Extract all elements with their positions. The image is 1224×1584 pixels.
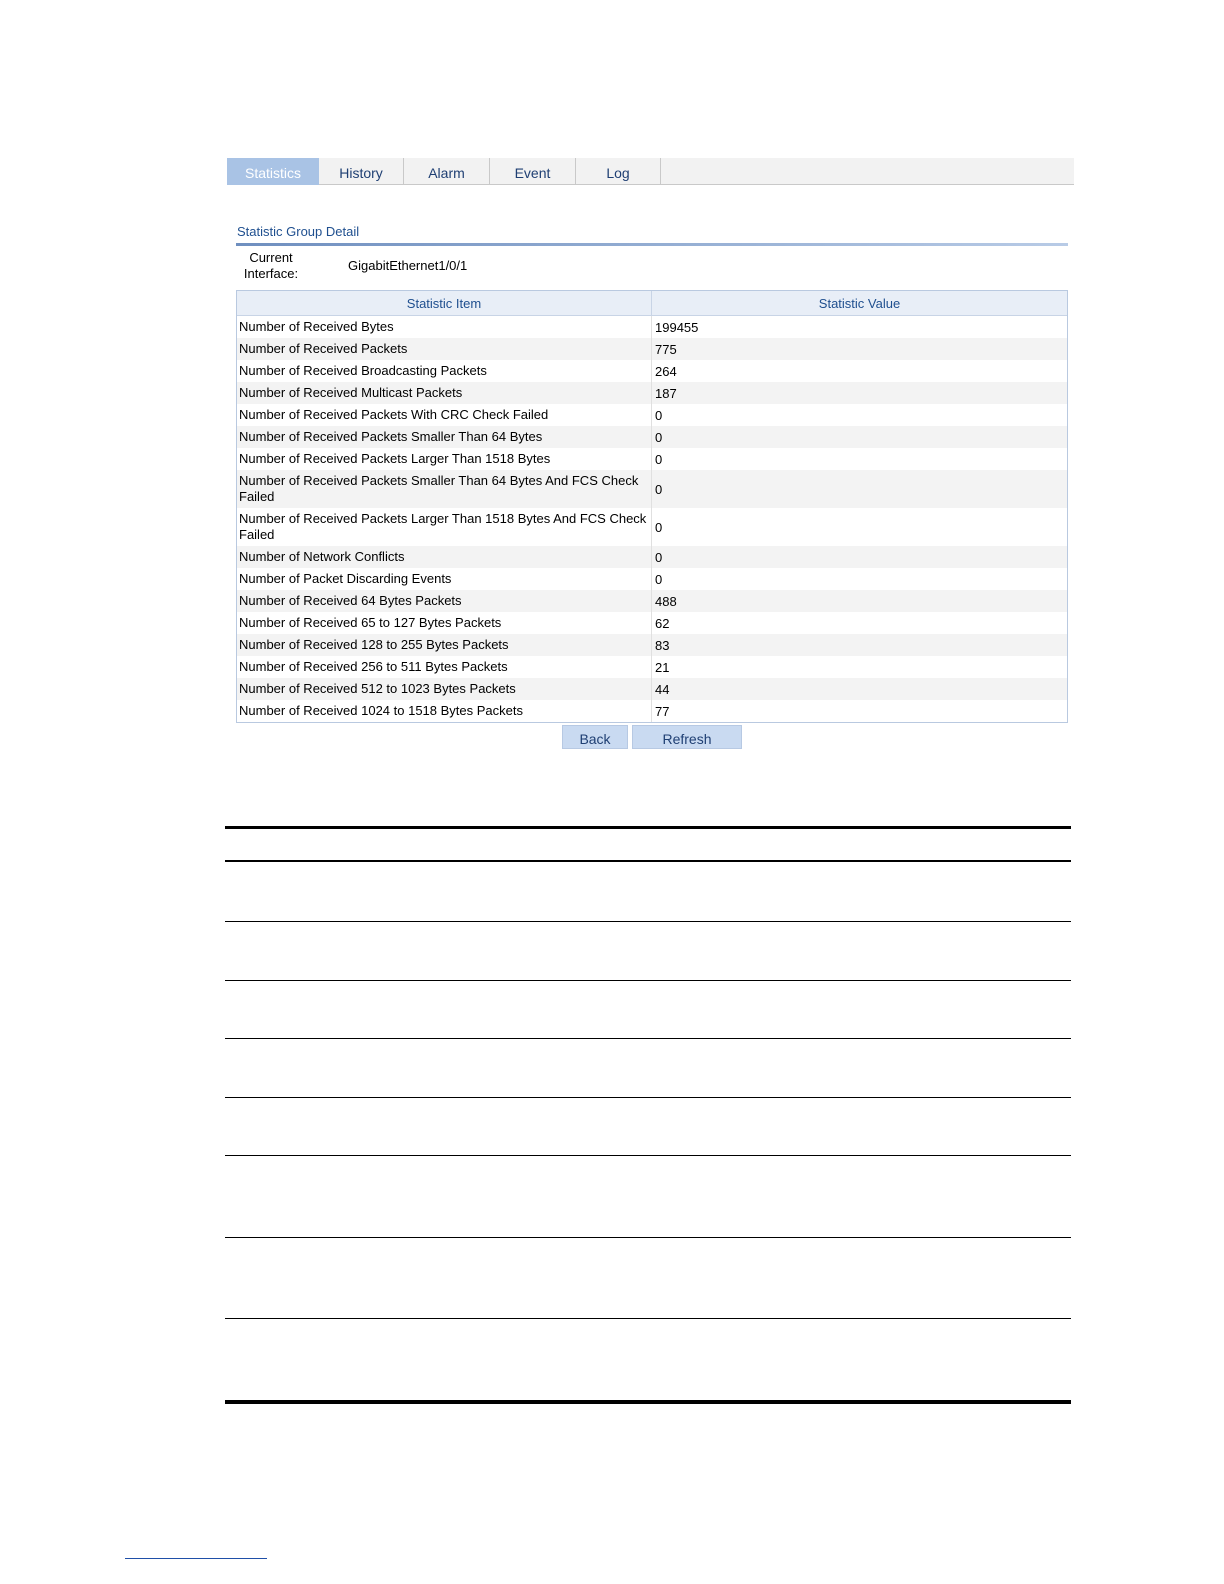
statistic-item-cell: Number of Received 128 to 255 Bytes Packets bbox=[237, 634, 652, 656]
doc-table-row-divider bbox=[225, 1097, 1071, 1098]
statistic-item-cell: Number of Received Packets Smaller Than 64 Bytes And FCS Check Failed bbox=[237, 470, 652, 508]
tab-bar bbox=[227, 158, 1074, 185]
table-row bbox=[237, 382, 1067, 404]
table-row bbox=[237, 338, 1067, 360]
statistic-value-cell: 83 bbox=[655, 637, 670, 653]
back-button[interactable]: Back bbox=[562, 725, 628, 749]
statistic-value-cell: 0 bbox=[655, 407, 663, 423]
statistic-item-cell: Number of Received 256 to 511 Bytes Packets bbox=[237, 656, 652, 678]
statistic-item-cell: Number of Received Packets Larger Than 1518 Bytes And FCS Check Failed bbox=[237, 508, 652, 546]
refresh-button[interactable]: Refresh bbox=[632, 725, 742, 749]
table-row bbox=[237, 448, 1067, 470]
table-row bbox=[237, 634, 1067, 656]
table-row bbox=[237, 678, 1067, 700]
statistic-value-cell: 187 bbox=[655, 385, 677, 401]
statistic-item-cell: Number of Network Conflicts bbox=[237, 546, 652, 568]
statistic-value-cell: 0 bbox=[655, 519, 663, 535]
table-row bbox=[237, 508, 1067, 546]
doc-table-top-rule bbox=[225, 826, 1071, 829]
statistic-value-cell: 77 bbox=[655, 703, 670, 719]
footer-link-underline bbox=[125, 1558, 267, 1559]
table-row bbox=[237, 546, 1067, 568]
section-title: Statistic Group Detail bbox=[237, 224, 360, 239]
statistic-value-cell: 0 bbox=[655, 571, 663, 587]
statistic-value-cell: 0 bbox=[655, 451, 663, 467]
statistic-item-cell: Number of Received Multicast Packets bbox=[237, 382, 652, 404]
statistic-item-cell: Number of Received Bytes bbox=[237, 316, 652, 338]
doc-table-row-divider bbox=[225, 921, 1071, 922]
tab-log[interactable]: Log bbox=[576, 158, 661, 185]
statistic-value-cell: 0 bbox=[655, 481, 663, 497]
table-row bbox=[237, 590, 1067, 612]
table-row bbox=[237, 316, 1067, 338]
statistics-table bbox=[236, 290, 1068, 723]
doc-table-bottom-rule bbox=[225, 1400, 1071, 1404]
doc-table-header-rule bbox=[225, 860, 1071, 862]
statistic-item-cell: Number of Received Packets Larger Than 1518 Bytes bbox=[237, 448, 652, 470]
column-header-statistic-value: Statistic Value bbox=[818, 296, 901, 311]
table-row bbox=[237, 470, 1067, 508]
current-interface-value: GigabitEthernet1/0/1 bbox=[348, 258, 468, 273]
section-title-divider bbox=[236, 243, 1068, 246]
doc-table-row-divider bbox=[225, 1318, 1071, 1319]
statistic-value-cell: 0 bbox=[655, 549, 663, 565]
statistic-item-cell: Number of Received Broadcasting Packets bbox=[237, 360, 652, 382]
statistic-item-cell: Number of Received Packets bbox=[237, 338, 652, 360]
statistic-item-cell: Number of Received 65 to 127 Bytes Packets bbox=[237, 612, 652, 634]
statistic-value-cell: 775 bbox=[655, 341, 677, 357]
tab-history[interactable]: History bbox=[319, 158, 404, 185]
statistic-item-cell: Number of Received 64 Bytes Packets bbox=[237, 590, 652, 612]
statistic-item-cell: Number of Received Packets With CRC Check Failed bbox=[237, 404, 652, 426]
column-header-statistic-item: Statistic Item bbox=[237, 291, 652, 315]
statistic-value-cell: 62 bbox=[655, 615, 670, 631]
statistic-item-cell: Number of Received Packets Smaller Than 64 Bytes bbox=[237, 426, 652, 448]
statistic-item-cell: Number of Packet Discarding Events bbox=[237, 568, 652, 590]
statistic-value-cell: 488 bbox=[655, 593, 677, 609]
statistic-value-cell: 21 bbox=[655, 659, 670, 675]
table-header bbox=[237, 291, 1067, 316]
table-row bbox=[237, 360, 1067, 382]
tab-statistics[interactable]: Statistics bbox=[227, 158, 319, 185]
table-row bbox=[237, 404, 1067, 426]
table-row bbox=[237, 700, 1067, 722]
statistic-item-cell: Number of Received 512 to 1023 Bytes Packets bbox=[237, 678, 652, 700]
table-row bbox=[237, 612, 1067, 634]
table-row bbox=[237, 656, 1067, 678]
tab-event[interactable]: Event bbox=[490, 158, 576, 185]
current-interface-label: Current Interface: bbox=[243, 250, 299, 281]
table-body bbox=[237, 316, 1067, 722]
statistic-value-cell: 199455 bbox=[655, 319, 699, 335]
doc-table-row-divider bbox=[225, 1038, 1071, 1039]
table-row bbox=[237, 426, 1067, 448]
doc-table-row-divider bbox=[225, 980, 1071, 981]
statistic-item-cell: Number of Received 1024 to 1518 Bytes Packets bbox=[237, 700, 652, 722]
table-row bbox=[237, 568, 1067, 590]
doc-table-row-divider bbox=[225, 1237, 1071, 1238]
statistic-value-cell: 0 bbox=[655, 429, 663, 445]
statistic-value-cell: 264 bbox=[655, 363, 677, 379]
doc-table-row-divider bbox=[225, 1155, 1071, 1156]
tab-alarm[interactable]: Alarm bbox=[404, 158, 490, 185]
statistic-value-cell: 44 bbox=[655, 681, 670, 697]
